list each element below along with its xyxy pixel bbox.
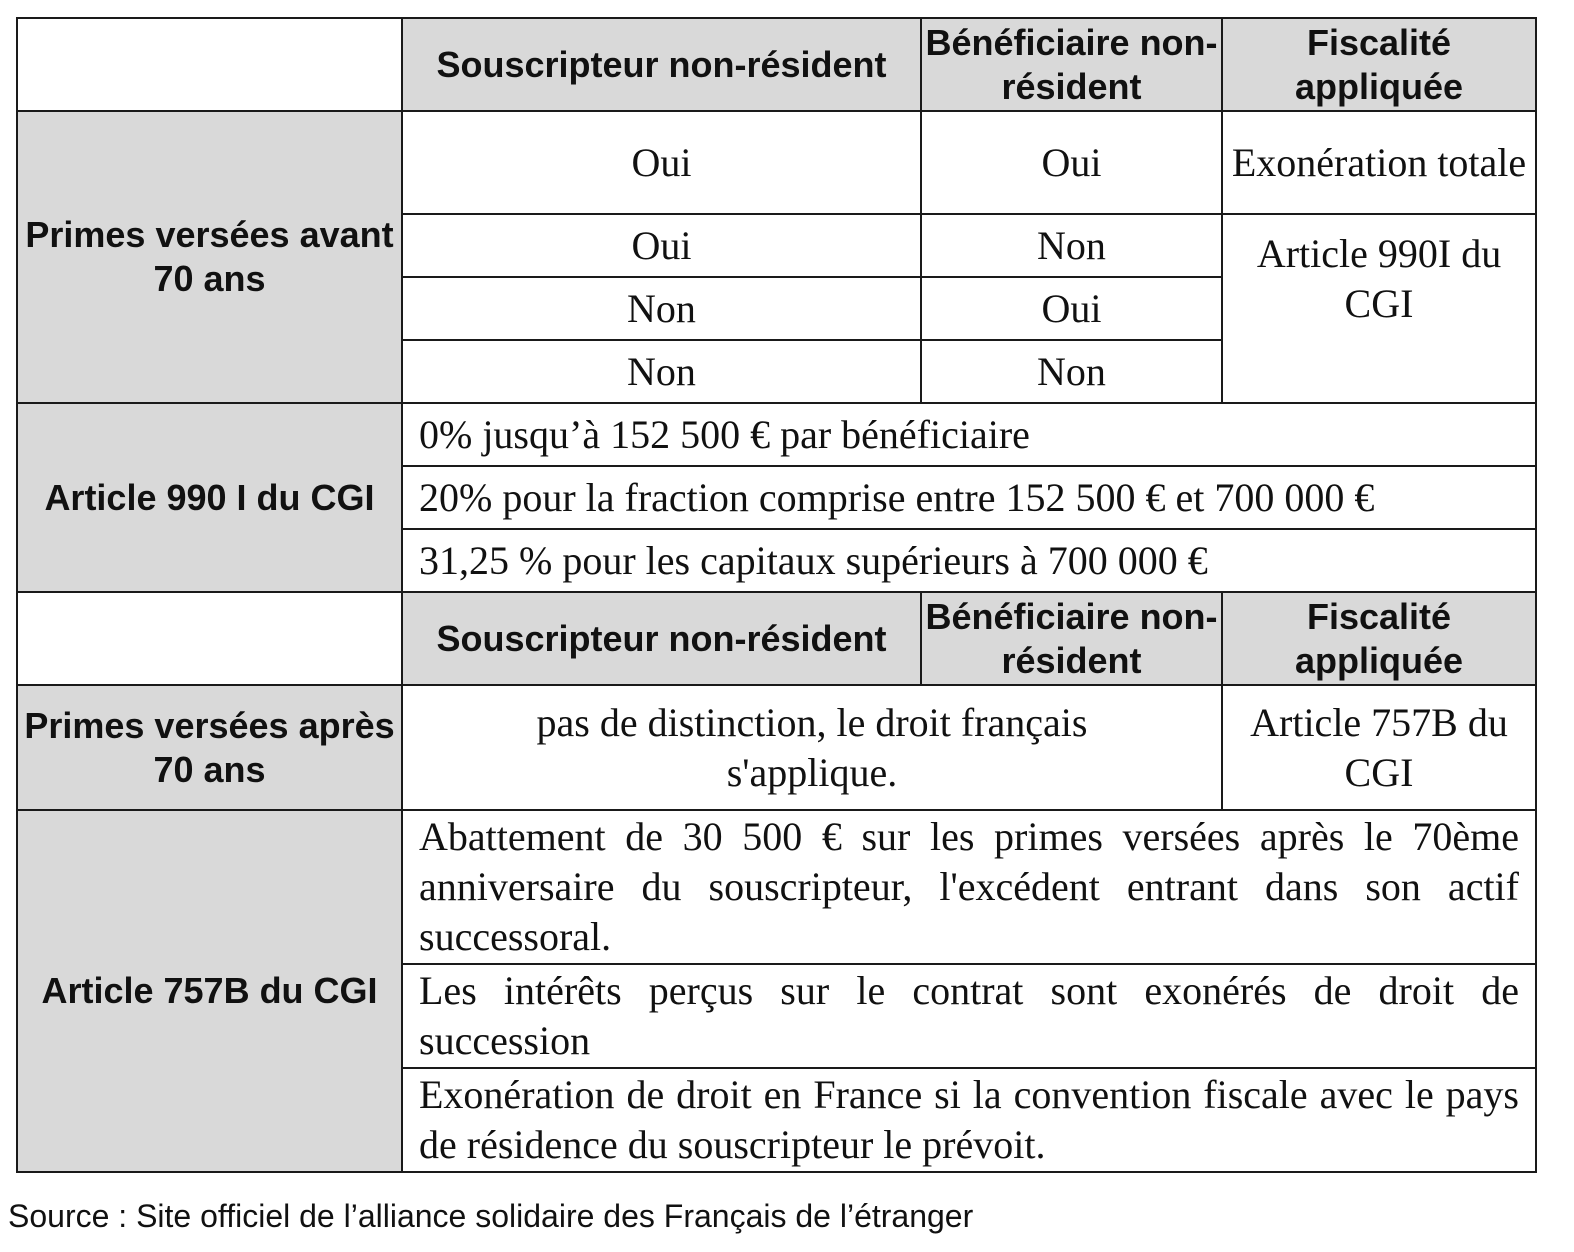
header-row bbox=[17, 592, 1536, 685]
header-souscripteur: Souscripteur non-résident bbox=[402, 592, 921, 685]
table-row bbox=[17, 685, 1536, 810]
empty-corner-cell bbox=[17, 592, 402, 685]
cell-distinction: pas de distinction, le droit français s'applique. bbox=[402, 685, 1222, 810]
section-label-article-990i: Article 990 I du CGI bbox=[17, 403, 402, 592]
section-label-apres-70: Primes versées après 70 ans bbox=[17, 685, 402, 810]
section-label-avant-70: Primes versées avant 70 ans bbox=[17, 111, 402, 403]
header-row bbox=[17, 18, 1536, 111]
cell-souscripteur: Non bbox=[402, 277, 921, 340]
cell-fiscalite: Exonération totale bbox=[1222, 111, 1536, 214]
cell-beneficiaire: Non bbox=[921, 340, 1222, 403]
cell-souscripteur: Oui bbox=[402, 111, 921, 214]
table-row bbox=[17, 403, 1536, 466]
header-fiscalite: Fiscalité appliquée bbox=[1222, 18, 1536, 111]
cell-fiscalite: Article 757B du CGI bbox=[1222, 685, 1536, 810]
table-row bbox=[17, 111, 1536, 214]
cell-beneficiaire: Non bbox=[921, 214, 1222, 277]
rate-line: 20% pour la fraction comprise entre 152 500 € et 700 000 € bbox=[402, 466, 1536, 529]
cell-fiscalite-merged: Article 990I du CGI bbox=[1222, 214, 1536, 403]
table-row bbox=[17, 810, 1536, 964]
source-note: Source : Site officiel de l’alliance solidaire des Français de l’étranger bbox=[8, 1198, 974, 1234]
fiscal-table bbox=[16, 17, 1537, 1173]
header-souscripteur: Souscripteur non-résident bbox=[402, 18, 921, 111]
empty-corner-cell bbox=[17, 18, 402, 111]
header-beneficiaire: Bénéficiaire non-résident bbox=[921, 18, 1222, 111]
header-fiscalite: Fiscalité appliquée bbox=[1222, 592, 1536, 685]
section-label-article-757b: Article 757B du CGI bbox=[17, 810, 402, 1172]
rule-line: Les intérêts perçus sur le contrat sont exonérés de droit de succession bbox=[402, 964, 1536, 1068]
rule-line: Exonération de droit en France si la convention fiscale avec le pays de résidence du souscripteur le prévoit. bbox=[402, 1068, 1536, 1172]
cell-beneficiaire: Oui bbox=[921, 277, 1222, 340]
cell-souscripteur: Oui bbox=[402, 214, 921, 277]
cell-souscripteur: Non bbox=[402, 340, 921, 403]
cell-beneficiaire: Oui bbox=[921, 111, 1222, 214]
header-beneficiaire: Bénéficiaire non-résident bbox=[921, 592, 1222, 685]
rate-line: 31,25 % pour les capitaux supérieurs à 700 000 € bbox=[402, 529, 1536, 592]
rule-line: Abattement de 30 500 € sur les primes versées après le 70ème anniversaire du souscripteur, l'excédent entrant dans son actif successoral. bbox=[402, 810, 1536, 964]
rate-line: 0% jusqu’à 152 500 € par bénéficiaire bbox=[402, 403, 1536, 466]
